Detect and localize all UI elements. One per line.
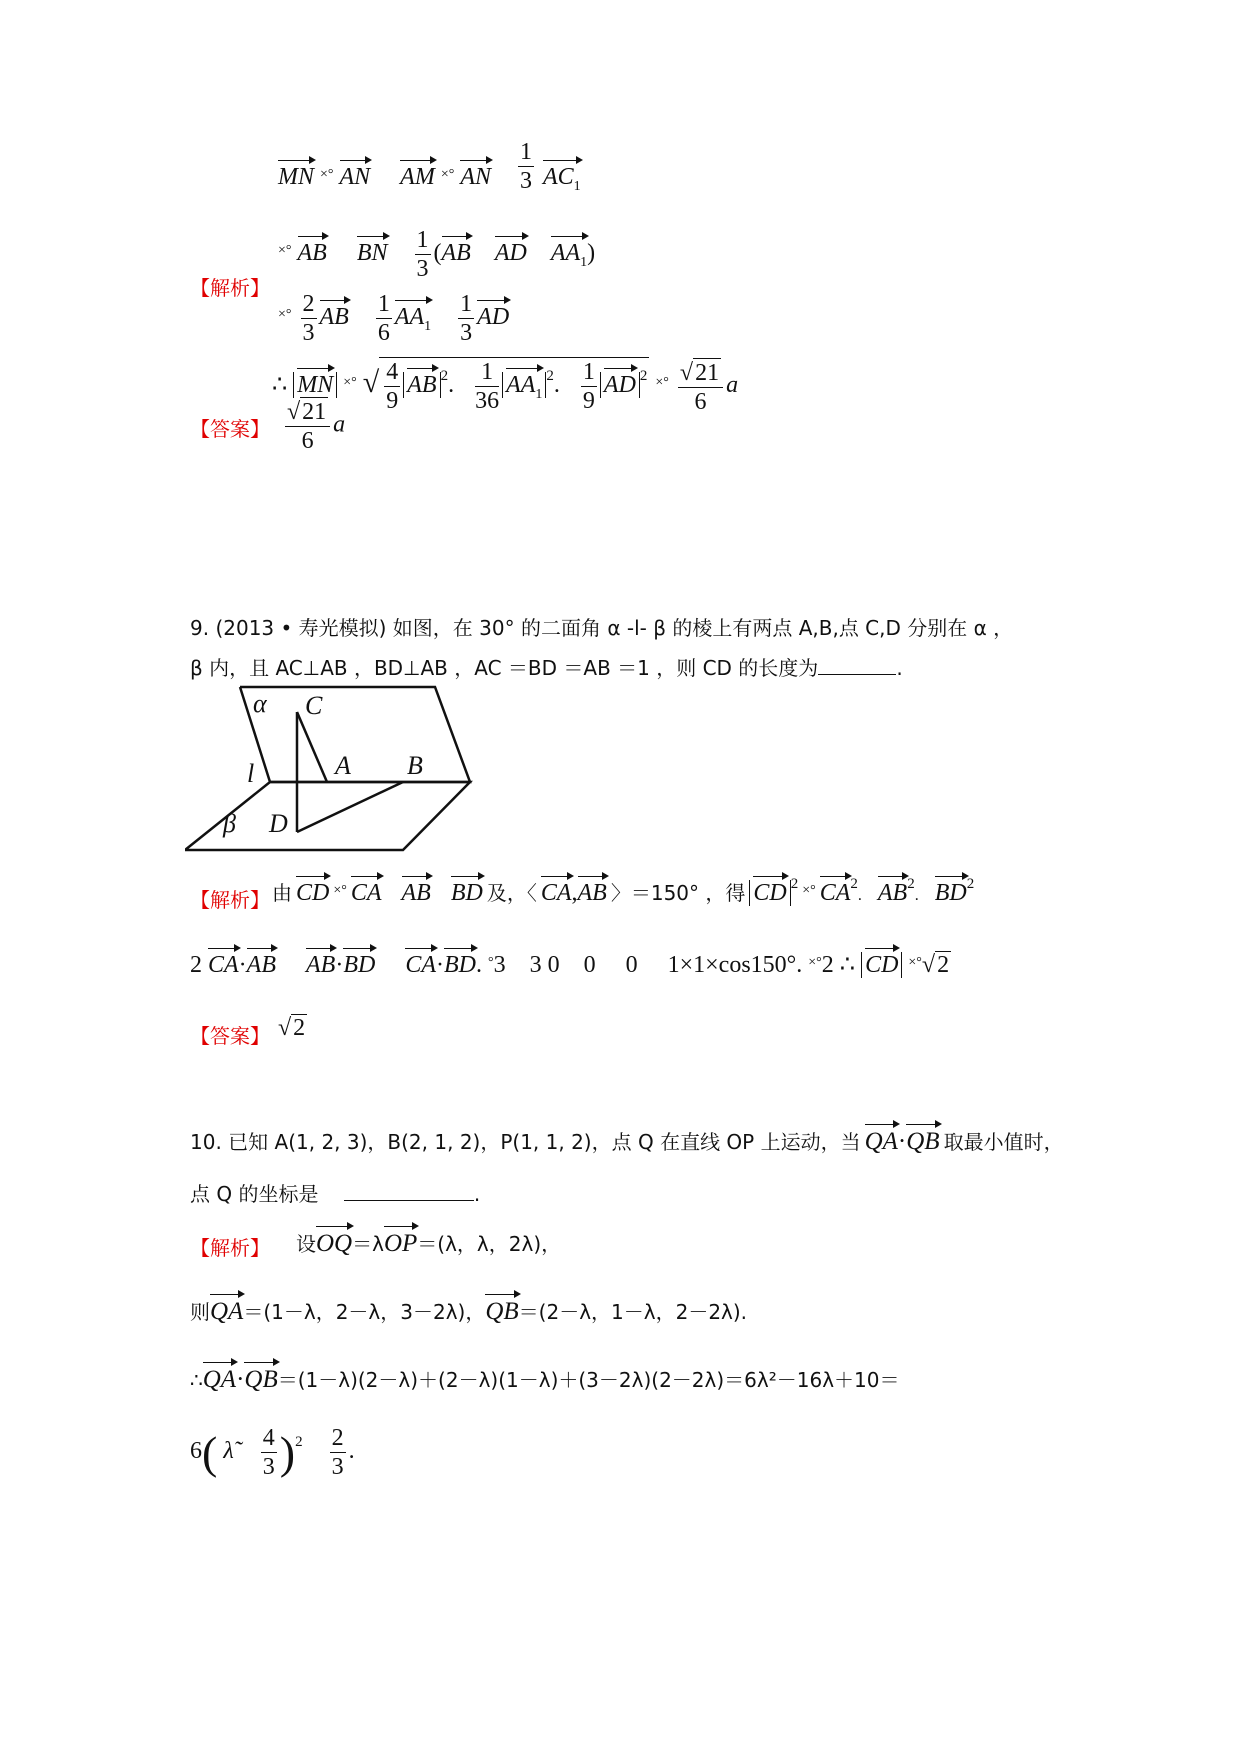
question-10-solution-line-3: ∴QA·QB＝(1－λ)(2－λ)＋(2－λ)(1－λ)＋(3－2λ)(2－2λ)＝6λ²－16λ＋10＝: [190, 1362, 899, 1394]
vector-bd-3: BD: [935, 876, 967, 907]
vector-oq: OQ: [316, 1226, 352, 1258]
vector-ca-3: CA: [820, 876, 851, 907]
solution-line-4: ∴ MN ×° √ $\frac{4}{9}$ AB $^2$. $\frac{1}{36}$ $AA_1^2$. $\frac{1}{9}$ AD $^2$ ×° $\frac{√21}{6}$ a: [272, 359, 739, 415]
vector-cd: CD: [296, 876, 329, 907]
answer-blank[interactable]: [344, 1200, 474, 1201]
vector-qb: QB: [244, 1362, 277, 1394]
vector-ad: AD: [495, 236, 527, 267]
vector-bn: BN: [357, 236, 388, 267]
vector-ca-2: CA: [541, 876, 572, 907]
vector-ab-3: AB: [878, 876, 907, 907]
solution-line-3: ×° $\frac{2}{3}$ AB $\frac{1}{6}$ $AA_1$ $\frac{1}{3}$ AD: [278, 291, 510, 346]
segment-bd: [297, 782, 403, 832]
question-10-line-2: 点 Q 的坐标是 .: [190, 1182, 481, 1206]
vector-mn: MN: [297, 368, 333, 399]
vector-ac1: $AC_1$: [543, 160, 581, 195]
fraction-four-thirds: $\frac{4}{3}$: [262, 1425, 275, 1480]
vector-ab: AB: [298, 236, 327, 267]
vector-bd: BD: [451, 876, 483, 907]
vector-ad: AD: [477, 300, 509, 331]
label-beta: β: [223, 809, 236, 838]
question-10-solution-line-2: 则QA＝(1－λ，2－λ，3－2λ)，QB＝(2－λ，1－λ，2－2λ).: [190, 1294, 747, 1326]
vector-ab: AB: [402, 876, 431, 907]
fraction-one-36th: $\frac{1}{36}$: [475, 359, 500, 414]
question-9-line-2: β 内，且 AC⊥AB ，BD⊥AB ，AC ＝BD ＝AB ＝1 ，则 CD 的长度为 .: [190, 656, 903, 680]
fraction-one-sixth: $\frac{1}{6}$: [377, 291, 390, 346]
vector-am: AM: [400, 160, 435, 191]
plane-alpha: [240, 687, 470, 782]
vector-ca: CA: [351, 876, 382, 907]
answer-tag: 【答案】: [190, 417, 270, 441]
analysis-tag: 【解析】: [190, 276, 270, 300]
vector-ab-2: AB: [578, 876, 607, 907]
segment-ac: [297, 712, 327, 782]
answer-blank[interactable]: [818, 674, 896, 675]
vector-mn: MN: [278, 160, 314, 191]
fraction-two-thirds: $\frac{2}{3}$: [331, 1425, 344, 1480]
label-a: A: [335, 751, 351, 780]
answer-value: $\frac{√21}{6}$ a: [287, 399, 346, 454]
vector-an: AN: [340, 160, 371, 191]
label-alpha: α: [253, 689, 267, 718]
label-c: C: [305, 691, 323, 720]
vector-aa1: $AA_1$: [506, 368, 542, 403]
sqrt-expression: $\frac{4}{9}$ AB $^2$. $\frac{1}{36}$ $AA_1^2$. $\frac{1}{9}$ AD $^2$: [379, 357, 649, 415]
vector-op: OP: [384, 1226, 417, 1258]
fraction-sqrt21-over-6: $\frac{√21}{6}$: [285, 397, 330, 455]
analysis-tag: 【解析】: [190, 1236, 270, 1260]
label-b: B: [407, 751, 423, 780]
vector-qb: QB: [485, 1294, 518, 1326]
vector-aa1: $AA_1$: [395, 300, 431, 335]
question-9-solution-line-1: 由 CD ×° CA AB BD 及，〈 CA,AB 〉＝150° ，得 CD 2 ×° CA2. AB2. BD2: [272, 876, 975, 906]
vector-qa: QA: [210, 1294, 243, 1326]
label-d: D: [269, 809, 288, 838]
dihedral-angle-figure: [185, 682, 485, 862]
solution-line-1: MN ×° AN AM ×° AN $\frac{1}{3}$ $AC_1$: [278, 138, 581, 194]
vector-ab: AB: [320, 300, 349, 331]
fraction-two-thirds: $\frac{2}{3}$: [302, 291, 315, 346]
vector-ad: AD: [604, 368, 636, 399]
fraction-one-third: $\frac{1}{3}$: [460, 291, 473, 346]
fraction-four-ninths: $\frac{4}{9}$: [386, 359, 399, 414]
answer-tag: 【答案】: [190, 1024, 270, 1048]
label-l: l: [247, 759, 255, 788]
fraction-sqrt21-over-6: $\frac{√21}{6}$: [678, 358, 723, 416]
fraction-one-third: $\frac{1}{3}$: [520, 138, 532, 194]
question-9-solution-line-2: 2 CA·AB AB·BD CA·BD. °3 3 0 0 0 1×1×cos150°. ×°2 ∴ CD ×°√2: [190, 948, 951, 979]
fraction-one-ninth: $\frac{1}{9}$: [582, 359, 595, 414]
solution-line-2: ×° AB BN $\frac{1}{3}$ (AB AD $AA_1$): [278, 227, 596, 282]
vector-cd-2: CD: [753, 876, 786, 907]
question-10-solution-line-4: 6( λ̃ $\frac{4}{3}$ )$^2$ $\frac{2}{3}$ .: [190, 1425, 355, 1480]
vector-qa: QA: [203, 1362, 236, 1394]
question-10-line-1: 10. 已知 A(1, 2, 3)，B(2, 1, 2)，P(1, 1, 2)，点 Q 在直线 OP 上运动，当 QA·QB 取最小值时，: [190, 1124, 1064, 1156]
therefore-symbol: ∴: [272, 372, 288, 399]
question-9-answer: √2: [278, 1015, 306, 1041]
question-10-solution-line-1: 设OQ＝λOP＝(λ，λ，2λ)，: [296, 1226, 561, 1258]
vector-qb: QB: [906, 1124, 939, 1156]
vector-qa: QA: [865, 1124, 898, 1156]
fraction-one-third: $\frac{1}{3}$: [416, 227, 429, 282]
analysis-tag: 【解析】: [190, 888, 270, 912]
vector-aa1: $AA_1$: [551, 236, 587, 271]
vector-ab: AB: [407, 368, 436, 399]
vector-ab-2: AB: [442, 236, 471, 267]
vector-an-2: AN: [460, 160, 491, 191]
question-9-line-1: 9. (2013 • 寿光模拟) 如图，在 30° 的二面角 α -l- β 的棱上有两点 A,B,点 C,D 分别在 α ，: [190, 616, 1014, 640]
